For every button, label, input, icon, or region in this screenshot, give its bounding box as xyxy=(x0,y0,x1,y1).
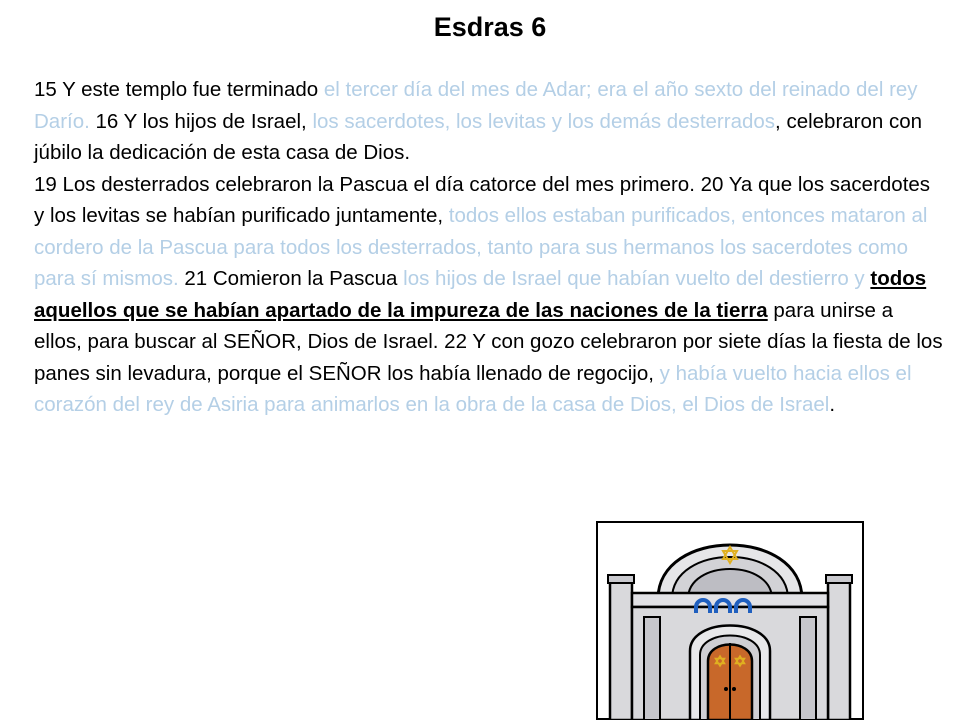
highlighted-text: todos ellos estaban purificados, entonces mataron al cordero de la Pascua para todos los desterrados, tanto para sus hermanos los sacerdotes como para sí mismos. xyxy=(34,204,928,290)
scripture-passage xyxy=(34,74,944,421)
emphasized-text: todos aquellos que se habían apartado de la impureza de las naciones de la tierra xyxy=(34,267,927,322)
page-title: Esdras 6 xyxy=(433,12,547,42)
verse-text: para unirse a ellos, para buscar al SEÑOR, Dios de Israel. 22 Y con gozo celebraron por siete días la fiesta de los panes sin levadura, porque el SEÑOR los había llenado de regocijo, xyxy=(34,298,943,385)
highlighted-text: los hijos de Israel que habían vuelto del destierro y xyxy=(403,267,871,290)
synagogue-icon xyxy=(596,521,864,720)
highlighted-text: y había vuelto hacia ellos el corazón del rey de Asiria para animarlos en la obra de la casa de Dios, el Dios de Israel xyxy=(34,361,912,416)
door-icon xyxy=(708,643,752,720)
highlighted-text: los sacerdotes, los levitas y los demás desterrados xyxy=(312,109,776,133)
verse-text: 16 Y los hijos de Israel, xyxy=(89,109,313,133)
verses-15-16 xyxy=(34,74,944,169)
verse-text: , celebraron con júbilo la dedicación de esta casa de Dios. xyxy=(34,109,923,164)
verse-text: . xyxy=(829,393,836,416)
verse-text: 21 Comieron la Pascua xyxy=(178,267,404,290)
verses-19-22 xyxy=(34,169,944,421)
highlighted-text: el tercer día del mes de Adar; era el año sexto del reinado del rey Darío. xyxy=(34,78,918,133)
verse-text: 19 Los desterrados celebraron la Pascua el día catorce del mes primero. 20 Ya que los sacerdotes y los levitas se habían purificado juntamente, xyxy=(34,172,931,227)
verse-text: 15 Y este templo fue terminado xyxy=(34,78,324,101)
